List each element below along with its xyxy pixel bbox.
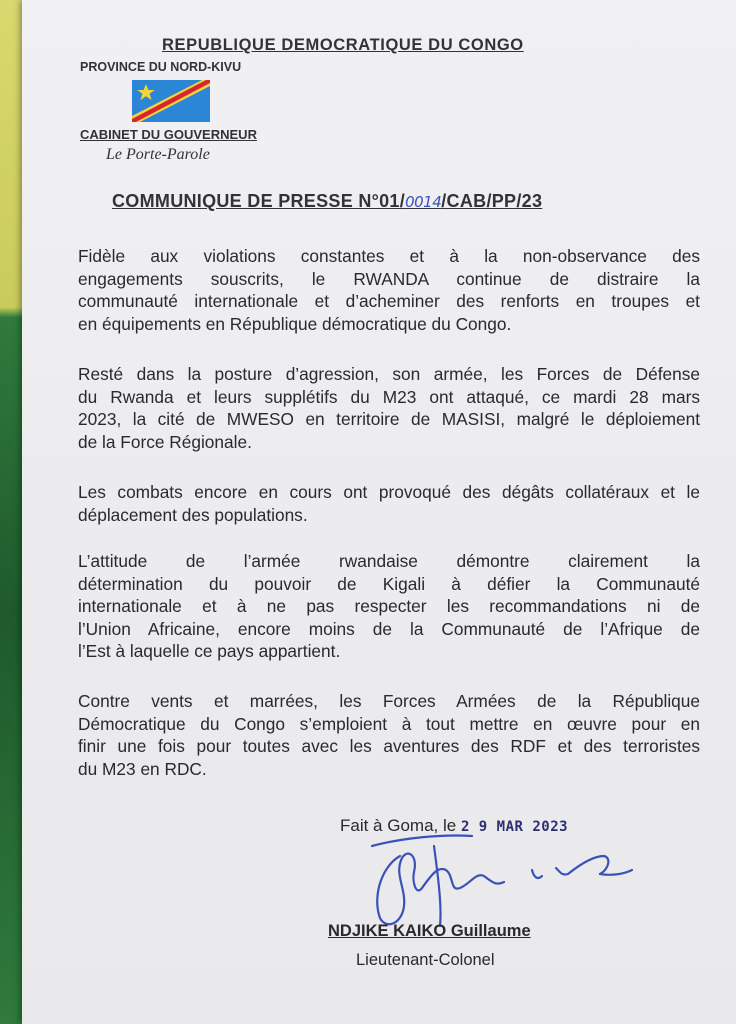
paragraph-line: internationale et à ne pas respecter les recommandations ni de bbox=[78, 596, 700, 617]
paragraph-line: du Rwanda et leurs supplétifs du M23 ont attaqué, ce mardi 28 mars bbox=[78, 386, 700, 407]
paragraph-line: déplacement des populations. bbox=[78, 504, 308, 525]
paragraph-line: du M23 en RDC. bbox=[78, 758, 207, 779]
handwritten-signature bbox=[342, 826, 642, 936]
paragraph-4 bbox=[78, 550, 700, 663]
date-stamp: 2 9 MAR 2023 bbox=[460, 819, 569, 835]
paragraph-line: de la Force Régionale. bbox=[78, 431, 252, 452]
communique-prefix: COMMUNIQUE DE PRESSE N°01/ bbox=[112, 191, 406, 211]
cabinet-label: CABINET DU GOUVERNEUR bbox=[80, 127, 257, 142]
signer-rank: Lieutenant-Colonel bbox=[356, 951, 495, 969]
communique-title bbox=[112, 191, 542, 212]
paragraph-line: Fidèle aux violations constantes et à la non-observance des bbox=[78, 246, 700, 266]
paragraph-line: communauté internationale et d’acheminer des renforts en troupes et bbox=[78, 291, 700, 312]
country-header: REPUBLIQUE DEMOCRATIQUE DU CONGO bbox=[162, 36, 524, 54]
drc-flag-icon bbox=[132, 80, 210, 122]
paragraph-line: L’attitude de l’armée rwandaise démontre clairement la bbox=[78, 551, 700, 571]
place-label: Fait à Goma, le bbox=[340, 816, 457, 835]
paragraph-line: l’Union Africaine, encore moins de la Communauté de l’Afrique de bbox=[78, 618, 700, 639]
handwritten-number: 0014 bbox=[405, 193, 442, 211]
office-label: Le Porte-Parole bbox=[106, 146, 210, 163]
paragraph-line: 2023, la cité de MWESO en territoire de MASISI, malgré le déploiement bbox=[78, 409, 700, 430]
signer-name: NDJIKE KAIKO Guillaume bbox=[328, 922, 531, 940]
paragraph-line: Démocratique du Congo s’emploient à tout mettre en œuvre pour en bbox=[78, 713, 700, 734]
paragraph-1 bbox=[78, 245, 700, 335]
province-label: PROVINCE DU NORD-KIVU bbox=[80, 60, 242, 74]
paragraph-line: Les combats encore en cours ont provoqué des dégâts collatéraux et le bbox=[78, 482, 700, 502]
paragraph-line: détermination du pouvoir de Kigali à défier la Communauté bbox=[78, 573, 700, 594]
communique-suffix: /CAB/PP/23 bbox=[441, 191, 543, 211]
paragraph-line: Contre vents et marrées, les Forces Armées de la République bbox=[78, 691, 700, 711]
paragraph-line: en équipements en République démocratique du Congo. bbox=[78, 313, 512, 334]
paragraph-2 bbox=[78, 363, 700, 453]
paragraph-3 bbox=[78, 481, 700, 526]
paragraph-5 bbox=[78, 690, 700, 780]
paragraph-line: l’Est à laquelle ce pays appartient. bbox=[78, 641, 341, 662]
paragraph-line: finir une fois pour toutes avec les aventures des RDF et des terroristes bbox=[78, 736, 700, 757]
press-release-document bbox=[22, 0, 736, 1024]
paragraph-line: engagements souscrits, le RWANDA continue de distraire la bbox=[78, 268, 700, 289]
paragraph-line: Resté dans la posture d’agression, son armée, les Forces de Défense bbox=[78, 364, 700, 384]
